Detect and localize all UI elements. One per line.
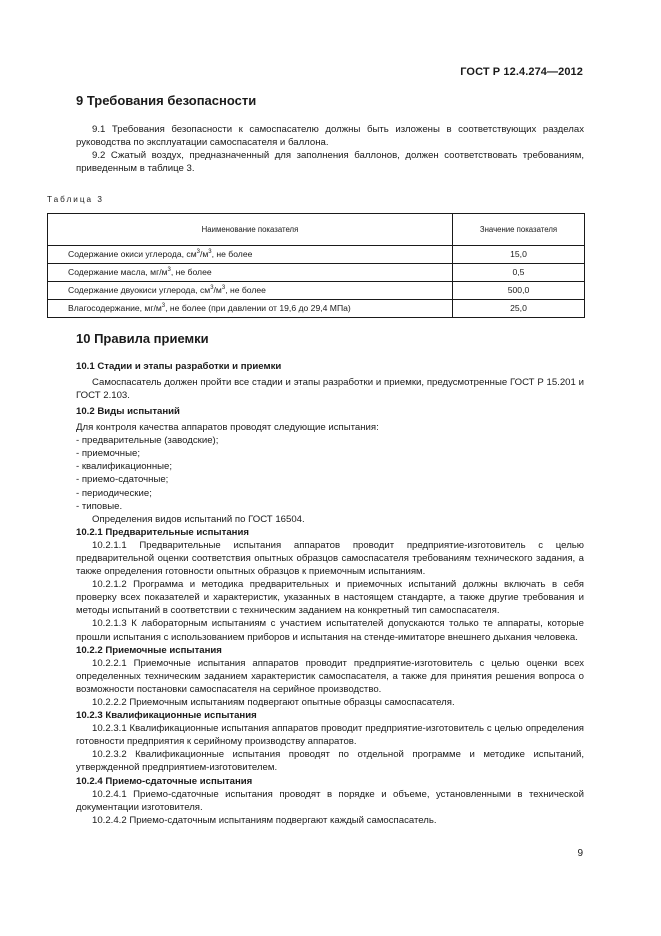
paragraph-10-2-1-2: 10.2.1.2 Программа и методика предварительных и приемочных испытаний должны включать в себя проверку всех показателей и характеристик, указанных в настоящем стандарте, а также другие требования и методы испытаний в соответствии с техническим заданием на конкретный тип самоспасателя.	[76, 579, 584, 617]
paragraph-10-2-2-2: 10.2.2.2 Приемочным испытаниям подвергают опытные образцы самоспасателя.	[92, 697, 455, 708]
row-name: Содержание двуокиси углерода, $см^3/м^3$, не более	[48, 281, 453, 299]
paragraph-10-2-4-1: 10.2.4.1 Приемо-сдаточные испытания проводят в порядке и объеме, установленными в технической документации изготовителя.	[76, 788, 584, 813]
page-number: 9	[577, 848, 583, 859]
column-header-value: Значение показателя	[453, 213, 585, 245]
table-row	[48, 281, 585, 299]
list-item: - типовые.	[76, 500, 123, 512]
list-item: - периодические;	[76, 487, 152, 499]
page-content	[47, 92, 584, 827]
row-name: Влагосодержание, $мг/м^3$, не более (при давлении от 19,6 до 29,4 МПа)	[48, 299, 453, 317]
paragraph-10-2-1-3: 10.2.1.3 К лабораторным испытаниям с участием испытателей допускаются только те аппараты, которые прошли испытания с использованием приборов и испытания на стенде-имитаторе внешнего дыхания человека.	[76, 618, 584, 643]
table-3-caption: Таблица 3	[47, 195, 104, 205]
row-value: 500,0	[453, 281, 585, 299]
paragraph-9-1: 9.1 Требования безопасности к самоспасателю должны быть изложены в соответствующих разделах руководства по эксплуатации самоспасателя и баллона.	[76, 124, 584, 149]
list-item: - квалификационные;	[76, 461, 173, 473]
section-9-heading: 9 Требования безопасности	[76, 93, 257, 108]
row-value: 0,5	[453, 263, 585, 281]
list-item: - приемо-сдаточные;	[76, 474, 169, 486]
row-name: Содержание масла, $мг/м^3$, не более	[48, 263, 453, 281]
paragraph-10-2-3-2: 10.2.3.2 Квалификационные испытания проводят по отдельной программе и методике испытаний, утвержденной предприятием-изготовителем.	[76, 749, 584, 774]
heading-10-2-4: 10.2.4 Приемо-сдаточные испытания	[76, 775, 253, 787]
row-value: 25,0	[453, 299, 585, 317]
column-header-name: Наименование показателя	[48, 213, 453, 245]
table-row	[48, 245, 585, 263]
document-code: ГОСТ Р 12.4.274—2012	[460, 66, 583, 78]
heading-10-2: 10.2 Виды испытаний	[76, 405, 180, 417]
paragraph-10-2-2-1: 10.2.2.1 Приемочные испытания аппаратов проводит предприятие-изготовитель с целью оценки всех определенных техническим заданием характеристик самоспасателя, а также для принятия решения вопроса о возможности постановки самоспасателя на серийное производство.	[76, 657, 584, 695]
heading-10-2-3: 10.2.3 Квалификационные испытания	[76, 710, 257, 722]
paragraph-10-2-1-1: 10.2.1.1 Предварительные испытания аппаратов проводит предприятие-изготовитель с целью предварительной оценки соответствия опытных образцов самоспасателя требованиям технического задания, а также определения готовности опытных образцов к приемочным испытаниям.	[76, 539, 584, 578]
row-value: 15,0	[453, 245, 585, 263]
section-10-heading: 10 Правила приемки	[76, 330, 209, 346]
row-name: Содержание окиси углерода, $см^3/м^3$, не более	[48, 245, 453, 263]
table-row	[48, 263, 585, 281]
table-header-row	[48, 213, 585, 245]
paragraph-10-1: Самоспасатель должен пройти все стадии и этапы разработки и приемки, предусмотренные ГОСТ Р 15.201 и ГОСТ 2.103.	[76, 376, 584, 401]
table-3	[47, 213, 585, 318]
paragraph-10-2-3-1: 10.2.3.1 Квалификационные испытания аппаратов проводит предприятие-изготовитель с целью определения готовности предприятия к серийному производству аппаратов.	[76, 723, 584, 748]
heading-10-2-1: 10.2.1 Предварительные испытания	[76, 526, 249, 538]
paragraph-10-2-def: Определения видов испытаний по ГОСТ 16504.	[92, 513, 305, 525]
paragraph-9-2: 9.2 Сжатый воздух, предназначенный для заполнения баллонов, должен соответствовать требованиям, приведенным в таблице 3.	[76, 150, 584, 175]
heading-10-1: 10.1 Стадии и этапы разработки и приемки	[76, 360, 282, 372]
test-types-list	[76, 434, 584, 513]
paragraph-10-2-4-2: 10.2.4.2 Приемо-сдаточным испытаниям подвергают каждый самоспасатель.	[92, 814, 437, 826]
heading-10-2-2: 10.2.2 Приемочные испытания	[76, 644, 222, 656]
list-item: - предварительные (заводские);	[76, 435, 219, 447]
paragraph-10-2-intro: Для контроля качества аппаратов проводят следующие испытания:	[76, 422, 379, 434]
table-row	[48, 299, 585, 317]
list-item: - приемочные;	[76, 448, 140, 460]
